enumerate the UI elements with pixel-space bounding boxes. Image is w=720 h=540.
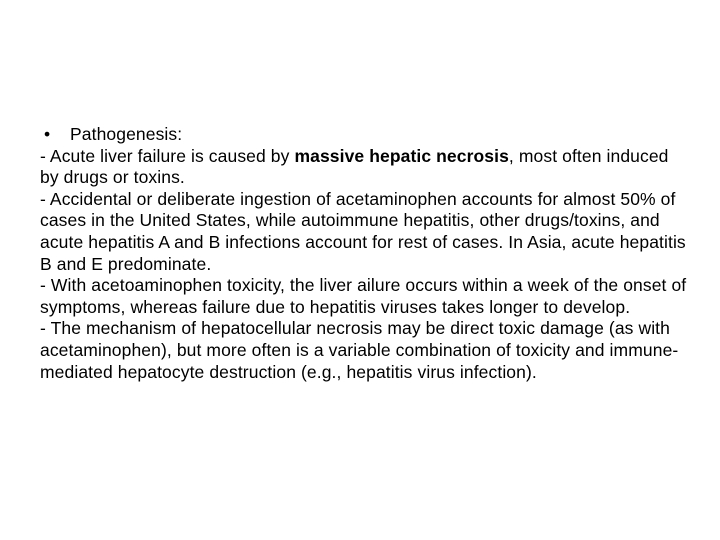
paragraph-necrosis-mechanism: - The mechanism of hepatocellular necrosis may be direct toxic damage (as with acetaminophen), but more often is a variable combination of toxicity and immune-mediated hepatocyte destruction (e.g., hepatitis virus infection). xyxy=(40,318,679,382)
heading-text: Pathogenesis: xyxy=(70,124,183,144)
paragraph-acetaminophen-ingestion: - Accidental or deliberate ingestion of acetaminophen accounts for almost 50% of cases in the United States, while autoimmune hepatitis, other drugs/toxins, and acute hepatitis A and B infections account for rest of cases. In Asia, acute hepatitis B and E predominate. xyxy=(40,188,686,274)
bold-term: massive hepatic necrosis xyxy=(294,145,509,166)
bullet-dot-icon: • xyxy=(44,124,51,144)
slide-body-text xyxy=(40,124,690,383)
paragraph-acute-liver-failure xyxy=(40,146,690,189)
bullet-heading xyxy=(40,124,690,146)
paragraph-toxicity-timing: - With acetoaminophen toxicity, the liver ailure occurs within a week of the onset of symptoms, whereas failure due to hepatitis viruses takes longer to develop. xyxy=(40,275,687,317)
paragraph-text-after: , most often induced by drugs or toxins. xyxy=(40,145,669,188)
paragraph-text-before: - Acute liver failure is caused by xyxy=(40,145,295,166)
